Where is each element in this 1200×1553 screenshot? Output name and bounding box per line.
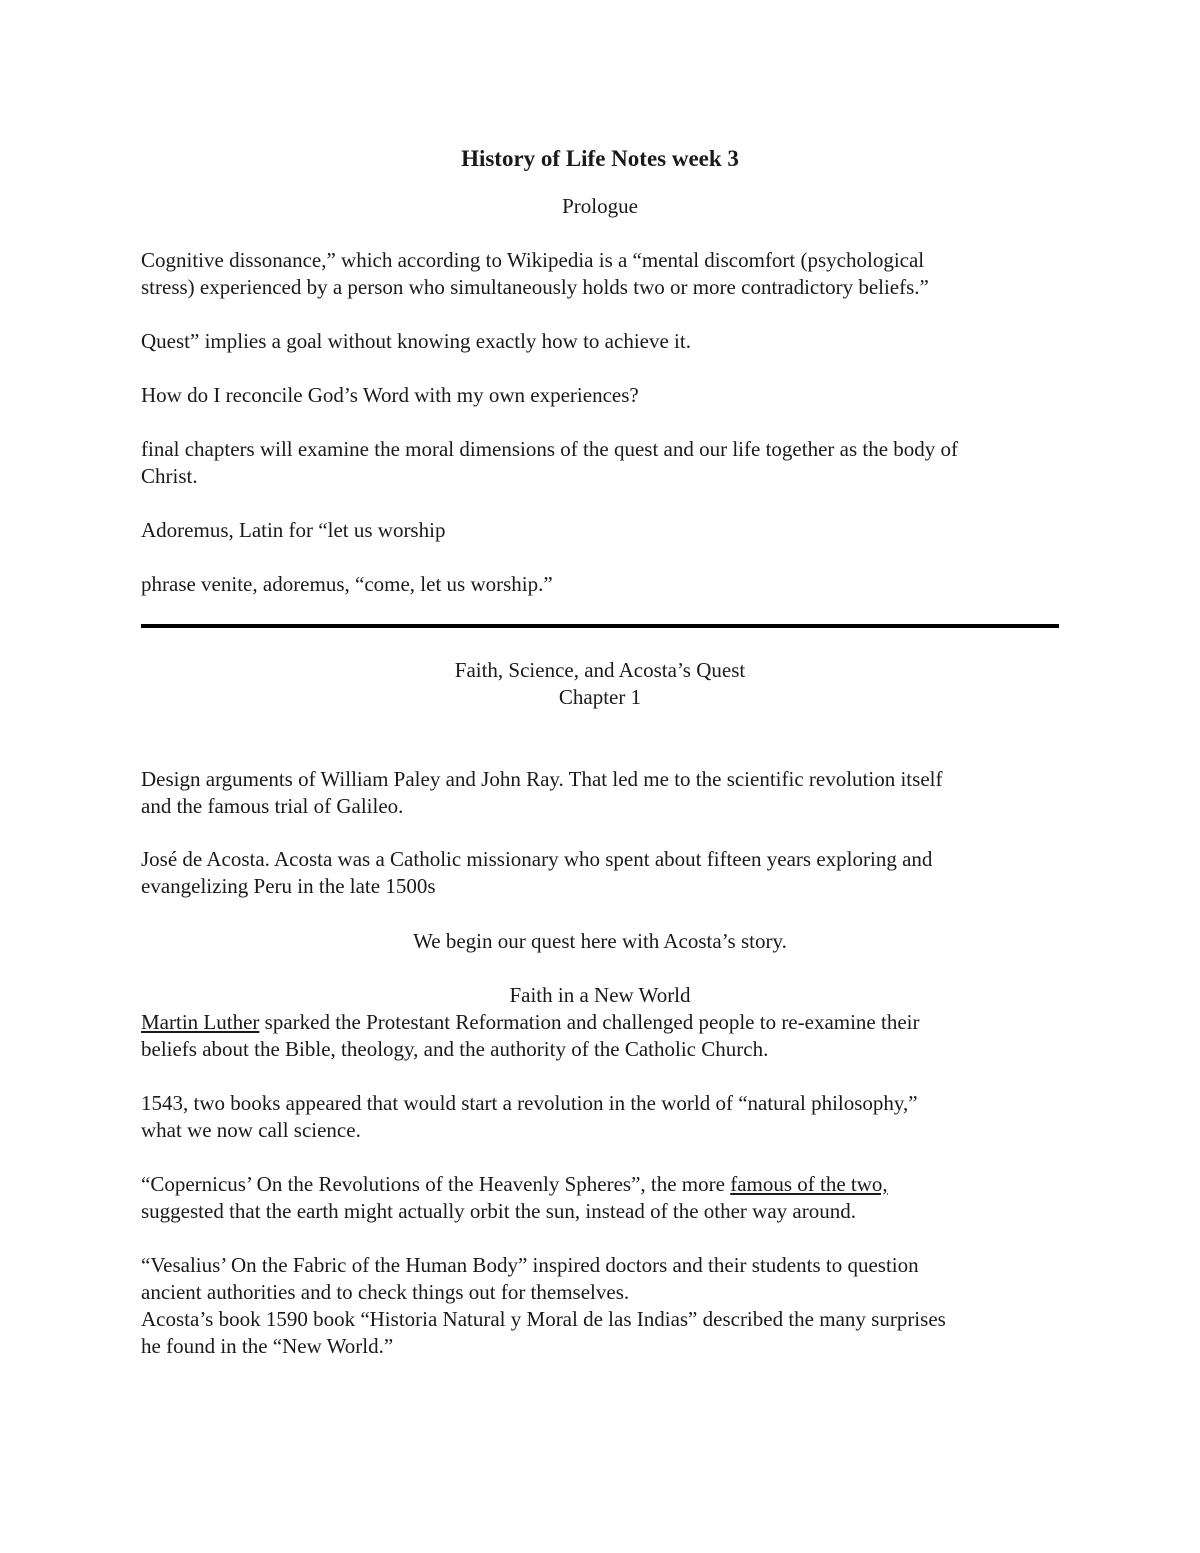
chapter-paragraph-4-line-1 (141, 1009, 920, 1036)
chapter-paragraph-8-line-1: Acosta’s book 1590 book “Historia Natural y Moral de las Indias” described the many surprises (141, 1307, 946, 1331)
chapter-paragraph-6-line-1 (141, 1171, 888, 1198)
chapter-paragraph-7-line-1: “Vesalius’ On the Fabric of the Human Body” inspired doctors and their students to question (141, 1253, 919, 1277)
prologue-paragraph-1-line-2: stress) experienced by a person who simultaneously holds two or more contradictory beliefs.” (141, 275, 929, 299)
chapter-paragraph-2-line-2: evangelizing Peru in the late 1500s (141, 874, 436, 898)
chapter-paragraph-6-line-2: suggested that the earth might actually orbit the sun, instead of the other way around. (141, 1199, 856, 1223)
horizontal-divider (141, 624, 1059, 628)
chapter-paragraph-7-line-2: ancient authorities and to check things out for themselves. (141, 1280, 630, 1304)
underlined-phrase: famous of the two, (730, 1172, 888, 1196)
chapter-heading: Faith, Science, and Acosta’s Quest (454, 658, 746, 682)
prologue-paragraph-1-line-1: Cognitive dissonance,” which according to Wikipedia is a “mental discomfort (psychological (141, 248, 925, 272)
chapter-paragraph-1-line-1: Design arguments of William Paley and John Ray. That led me to the scientific revolution itself (141, 767, 943, 791)
prologue-paragraph-6: phrase venite, adoremus, “come, let us worship.” (141, 572, 553, 596)
prologue-heading: Prologue (562, 194, 638, 218)
chapter-paragraph-1-line-2: and the famous trial of Galileo. (141, 794, 404, 818)
page-title: History of Life Notes week 3 (461, 146, 739, 171)
prologue-paragraph-4-line-1: final chapters will examine the moral dimensions of the quest and our life together as the body of (141, 437, 959, 461)
chapter-paragraph-5-line-2: what we now call science. (141, 1118, 361, 1142)
chapter-paragraph-3: We begin our quest here with Acosta’s story. (413, 929, 787, 953)
prologue-paragraph-4-line-2: Christ. (141, 464, 198, 488)
prologue-paragraph-3: How do I reconcile God’s Word with my own experiences? (141, 383, 639, 407)
chapter-subheading: Chapter 1 (558, 685, 642, 709)
martin-luther-link[interactable]: Martin Luther (141, 1010, 260, 1034)
paragraph-4-line-1-text: sparked the Protestant Reformation and challenged people to re-examine their (259, 1010, 920, 1034)
section-heading: Faith in a New World (509, 983, 691, 1007)
chapter-paragraph-8-line-2: he found in the “New World.” (141, 1334, 394, 1358)
prologue-paragraph-5: Adoremus, Latin for “let us worship (141, 518, 446, 542)
chapter-paragraph-4-line-2: beliefs about the Bible, theology, and the authority of the Catholic Church. (141, 1037, 769, 1061)
chapter-paragraph-2-line-1: José de Acosta. Acosta was a Catholic missionary who spent about fifteen years exploring and (141, 847, 933, 871)
paragraph-6-line-1-text: “Copernicus’ On the Revolutions of the Heavenly Spheres”, the more (141, 1172, 731, 1196)
chapter-paragraph-5-line-1: 1543, two books appeared that would start a revolution in the world of “natural philosophy,” (141, 1091, 918, 1115)
prologue-paragraph-2: Quest” implies a goal without knowing exactly how to achieve it. (141, 329, 691, 353)
